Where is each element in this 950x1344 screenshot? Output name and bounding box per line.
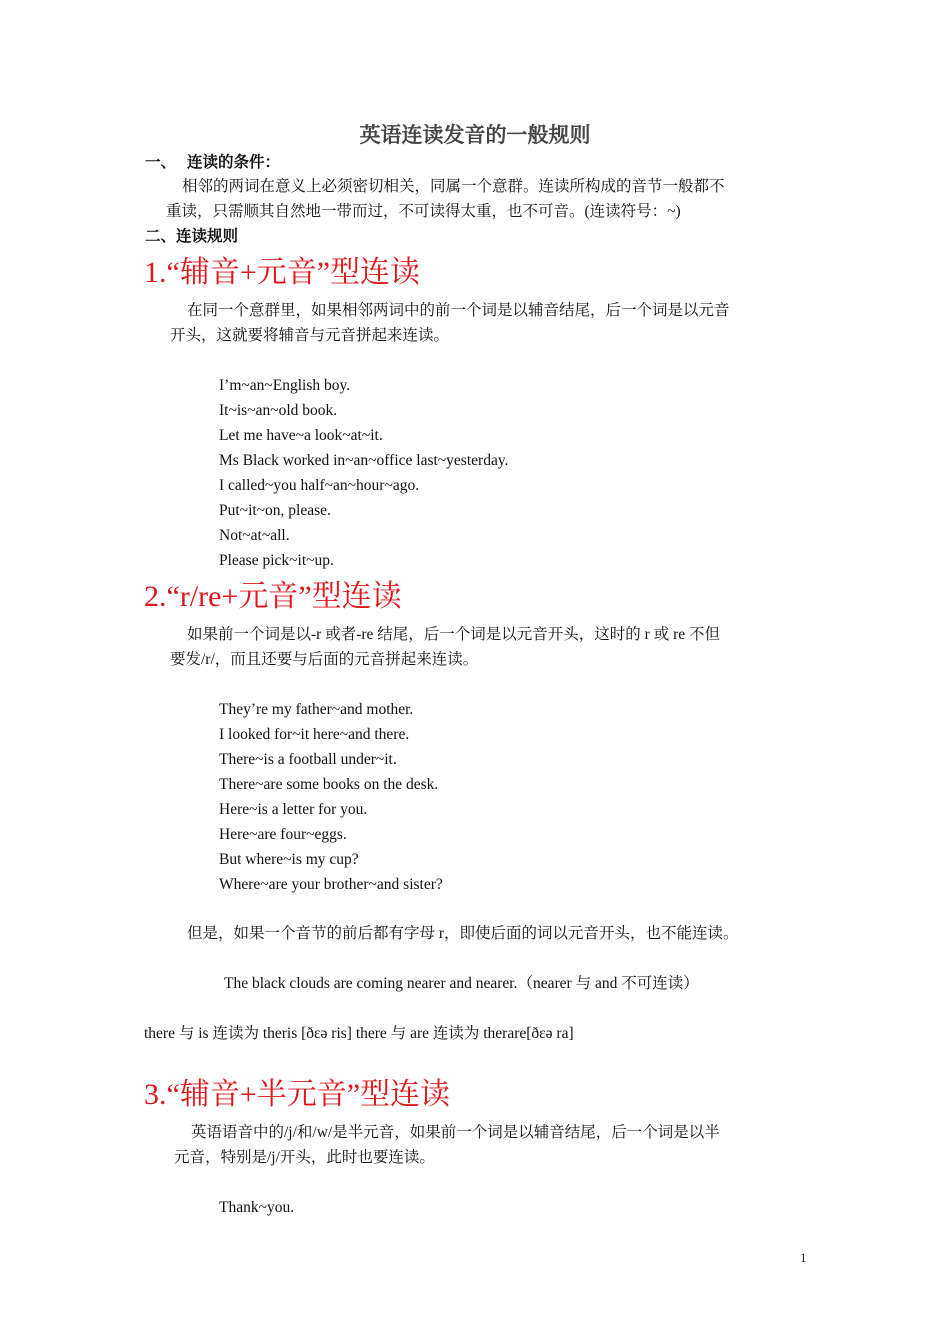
example-sentence: Here~are four~eggs. <box>219 826 347 843</box>
rule1-para-line: 开头，这就要将辅音与元音拼起来连读。 <box>170 327 450 344</box>
example-sentence: There~is a football under~it. <box>219 751 397 768</box>
rule2-para-line: 要发/r/，而且还要与后面的元音拼起来连读。 <box>170 651 479 668</box>
example-sentence: Thank~you. <box>219 1199 295 1216</box>
example-sentence: But where~is my cup? <box>219 851 359 868</box>
rule3-para-line: 英语语音中的/j/和/w/是半元音，如果前一个词是以辅音结尾，后一个词是以半 <box>191 1124 720 1141</box>
example-sentence: Ms Black worked in~an~office last~yesterday. <box>219 452 509 469</box>
part1-heading: 连读的条件： <box>187 154 281 171</box>
example-sentence: There~are some books on the desk. <box>219 776 439 793</box>
page-number: 1 <box>800 1250 807 1265</box>
example-sentence: It~is~an~old book. <box>219 402 338 419</box>
example-sentence: Here~is a letter for you. <box>219 801 368 818</box>
example-sentence: I’m~an~English boy. <box>219 377 351 394</box>
page-title: 英语连读发音的一般规则 <box>359 123 591 147</box>
part2-heading: 二、连读规则 <box>145 228 239 245</box>
example-sentence: Please pick~it~up. <box>219 552 334 569</box>
rule2-exception: 但是，如果一个音节的前后都有字母 r，即使后面的词以元音开头，也不能连读。 <box>187 925 739 942</box>
example-sentence: Let me have~a look~at~it. <box>219 427 383 444</box>
rule2-note: there 与 is 连读为 theris [ðɛə ris] there 与 are 连读为 therare[ðɛə ra] <box>144 1025 574 1042</box>
part1-para-line: 重读，只需顺其自然地一带而过，不可读得太重，也不可音。(连读符号：~) <box>166 203 681 220</box>
example-sentence: Put~it~on, please. <box>219 502 331 519</box>
example-sentence: I looked for~it here~and there. <box>219 726 410 743</box>
rule2-exception-example: The black clouds are coming nearer and nearer.（nearer 与 and 不可连读） <box>224 975 699 992</box>
rule1-para-line: 在同一个意群里，如果相邻两词中的前一个词是以辅音结尾，后一个词是以元音 <box>187 302 730 319</box>
rule1-heading: 1.“辅音+元音”型连读 <box>144 256 421 289</box>
part1-para-line: 相邻的两词在意义上必须密切相关，同属一个意群。连读所构成的音节一般都不 <box>182 178 725 195</box>
rule3-para-line: 元音，特别是/j/开头，此时也要连读。 <box>174 1149 435 1166</box>
rule3-heading: 3.“辅音+半元音”型连读 <box>144 1078 451 1111</box>
part1-number: 一、 <box>145 154 177 171</box>
rule2-para-line: 如果前一个词是以-r 或者-re 结尾，后一个词是以元音开头，这时的 r 或 re 不但 <box>187 626 720 643</box>
example-sentence: Where~are your brother~and sister? <box>219 876 443 893</box>
example-sentence: Not~at~all. <box>219 527 290 544</box>
example-sentence: I called~you half~an~hour~ago. <box>219 477 420 494</box>
rule2-heading: 2.“r/re+元音”型连读 <box>144 580 402 613</box>
example-sentence: They’re my father~and mother. <box>219 701 414 718</box>
